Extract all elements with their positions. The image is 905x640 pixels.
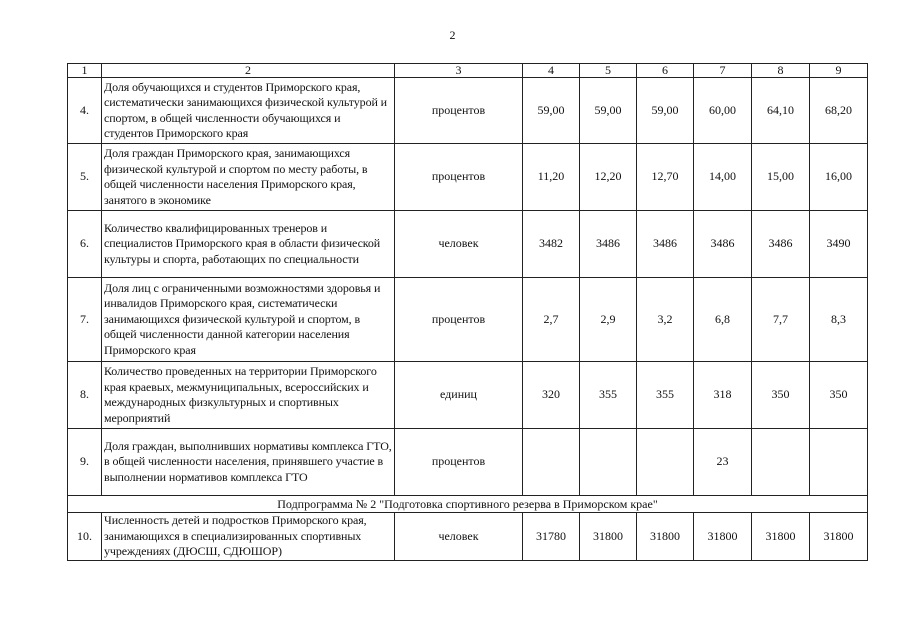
table-row [68, 211, 868, 278]
indicator-value: 355 [580, 362, 637, 429]
column-header: 2 [102, 64, 395, 78]
indicator-value: 31800 [752, 513, 810, 561]
unit-of-measure: процентов [395, 429, 523, 496]
indicator-description: Доля граждан Приморского края, занимающихся физической культурой и спортом по месту работы, в общей численности населения Приморского края, занятого в экономике [102, 144, 395, 211]
indicator-description: Доля граждан, выполнивших нормативы комплекса ГТО, в общей численности населения, принявшего участие в выполнении нормативов комплекса ГТО [102, 429, 395, 496]
indicator-value [752, 429, 810, 496]
table-row [68, 78, 868, 144]
indicator-value: 31800 [810, 513, 868, 561]
unit-of-measure: человек [395, 211, 523, 278]
indicator-value: 3486 [752, 211, 810, 278]
indicator-value: 16,00 [810, 144, 868, 211]
indicator-description: Количество проведенных на территории Приморского края краевых, межмуниципальных, всероссийских и международных физкультурных и спортивных мероприятий [102, 362, 395, 429]
indicator-value: 68,20 [810, 78, 868, 144]
indicator-value: 6,8 [694, 278, 752, 362]
row-number: 9. [68, 429, 102, 496]
indicator-value: 350 [810, 362, 868, 429]
row-number: 10. [68, 513, 102, 561]
indicator-value: 12,20 [580, 144, 637, 211]
indicator-value: 2,7 [523, 278, 580, 362]
indicator-value: 59,00 [637, 78, 694, 144]
indicator-value: 318 [694, 362, 752, 429]
table-row [68, 144, 868, 211]
indicator-value: 31800 [637, 513, 694, 561]
table-row [68, 429, 868, 496]
indicator-value [580, 429, 637, 496]
indicator-value: 3486 [580, 211, 637, 278]
unit-of-measure: единиц [395, 362, 523, 429]
indicator-value: 31780 [523, 513, 580, 561]
indicator-description: Количество квалифицированных тренеров и специалистов Приморского края в области физической культуры и спорта, работающих по специальности [102, 211, 395, 278]
indicator-value: 12,70 [637, 144, 694, 211]
table-row [68, 278, 868, 362]
indicator-value: 3490 [810, 211, 868, 278]
indicator-value: 7,7 [752, 278, 810, 362]
indicator-value: 3,2 [637, 278, 694, 362]
indicator-value [523, 429, 580, 496]
indicators-table [67, 63, 868, 561]
indicator-value: 3486 [637, 211, 694, 278]
unit-of-measure: процентов [395, 278, 523, 362]
indicator-value: 31800 [694, 513, 752, 561]
subprogram-title: Подпрограмма № 2 "Подготовка спортивного резерва в Приморском крае" [68, 496, 868, 513]
column-header: 9 [810, 64, 868, 78]
indicator-value: 11,20 [523, 144, 580, 211]
indicator-value: 320 [523, 362, 580, 429]
column-header: 3 [395, 64, 523, 78]
indicator-value [810, 429, 868, 496]
row-number: 7. [68, 278, 102, 362]
indicator-value: 3482 [523, 211, 580, 278]
indicator-value: 15,00 [752, 144, 810, 211]
unit-of-measure: процентов [395, 144, 523, 211]
column-header: 4 [523, 64, 580, 78]
unit-of-measure: процентов [395, 78, 523, 144]
column-header: 8 [752, 64, 810, 78]
indicator-value: 60,00 [694, 78, 752, 144]
column-header: 6 [637, 64, 694, 78]
table-row [68, 513, 868, 561]
row-number: 6. [68, 211, 102, 278]
indicator-value: 2,9 [580, 278, 637, 362]
column-number-header-row [68, 64, 868, 78]
indicator-value: 64,10 [752, 78, 810, 144]
column-header: 5 [580, 64, 637, 78]
indicator-value: 8,3 [810, 278, 868, 362]
indicator-value: 14,00 [694, 144, 752, 211]
indicator-value: 3486 [694, 211, 752, 278]
indicator-description: Доля обучающихся и студентов Приморского края, систематически занимающихся физической культурой и спортом, в общей численности обучающихся и студентов Приморского края [102, 78, 395, 144]
indicator-description: Численность детей и подростков Приморского края, занимающихся в специализированных спортивных учреждениях (ДЮСШ, СДЮШОР) [102, 513, 395, 561]
column-header: 7 [694, 64, 752, 78]
indicator-value: 355 [637, 362, 694, 429]
column-header: 1 [68, 64, 102, 78]
table-row [68, 362, 868, 429]
row-number: 4. [68, 78, 102, 144]
indicator-value: 59,00 [523, 78, 580, 144]
unit-of-measure: человек [395, 513, 523, 561]
indicator-value [637, 429, 694, 496]
indicator-value: 59,00 [580, 78, 637, 144]
row-number: 5. [68, 144, 102, 211]
row-number: 8. [68, 362, 102, 429]
subprogram-row [68, 496, 868, 513]
indicator-value: 23 [694, 429, 752, 496]
indicator-value: 350 [752, 362, 810, 429]
indicator-description: Доля лиц с ограниченными возможностями здоровья и инвалидов Приморского края, систематически занимающихся физической культурой и спортом, в общей численности данной категории населения Приморского края [102, 278, 395, 362]
page-number: 2 [449, 28, 456, 42]
indicator-value: 31800 [580, 513, 637, 561]
